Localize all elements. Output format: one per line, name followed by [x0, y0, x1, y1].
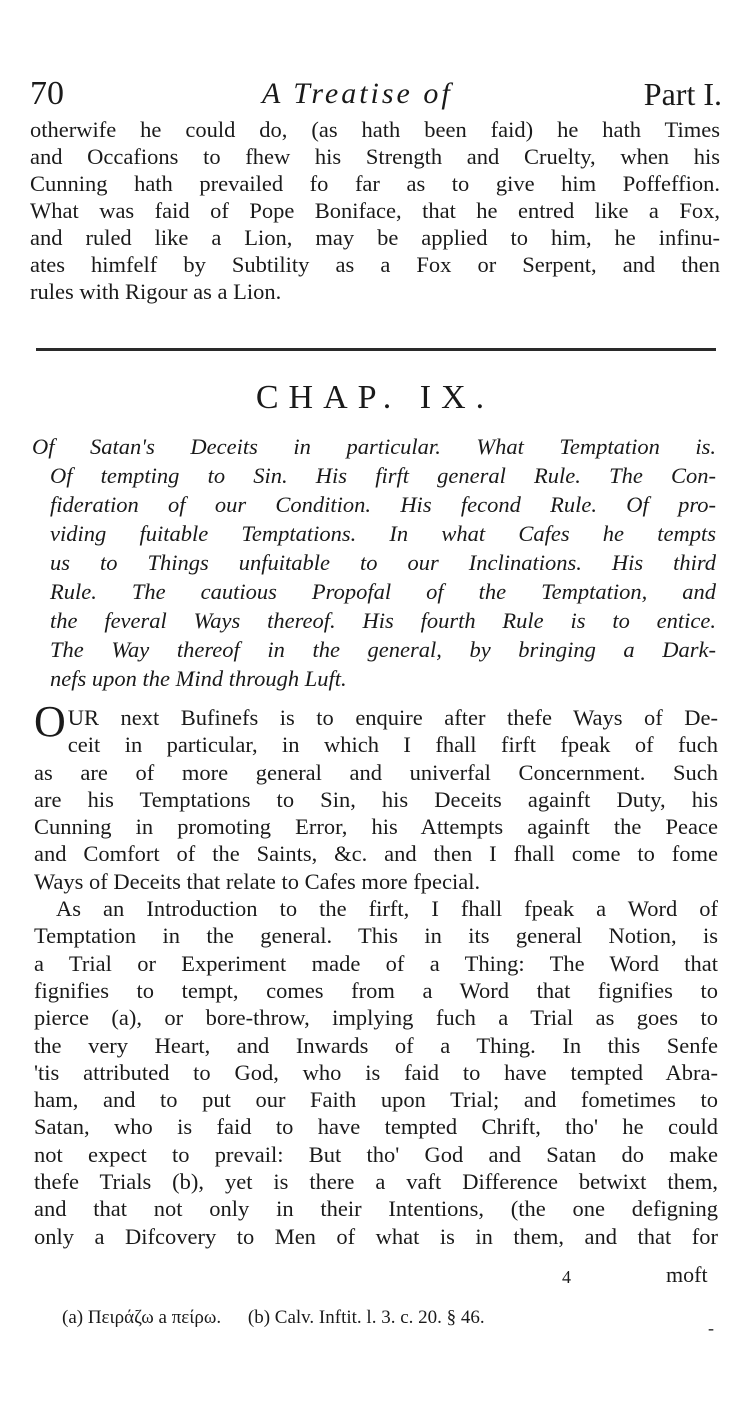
body-line: Cunning in promoting Error, his Attempts againft the Peace — [34, 814, 718, 840]
page-header — [30, 76, 722, 116]
summary-line: Of tempting to Sin. His firft general Rule. The Con- — [50, 463, 716, 488]
text-line: Cunning hath prevailed fo far as to give him Poffeffion. — [30, 171, 720, 196]
chapter-body — [34, 697, 718, 1250]
body-line: and Comfort of the Saints, &c. and then I fhall come to fome — [34, 841, 718, 867]
continued-paragraph — [30, 116, 720, 305]
body-line: ham, and to put our Faith upon Trial; and fometimes to — [34, 1087, 718, 1113]
chapter-heading: CHAP. IX. — [255, 379, 495, 416]
text-line: What was faid of Pope Boniface, that he entred like a Fox, — [30, 198, 720, 223]
text-line: rules with Rigour as a Lion. — [30, 279, 282, 304]
page-number: 70 — [30, 75, 64, 112]
margin-mark: - — [708, 1318, 714, 1338]
summary-line: nefs upon the Mind through Luft. — [50, 666, 347, 691]
body-line: only a Difcovery to Men of what is in them, and that for — [34, 1223, 718, 1249]
part-label: Part I. — [643, 76, 722, 112]
text-line: and ruled like a Lion, may be applied to him, he infinu- — [30, 225, 720, 250]
summary-line: viding fuitable Temptations. In what Cafes he tempts — [50, 521, 716, 546]
summary-line: us to Things unfuitable to our Inclinations. His third — [50, 550, 716, 575]
body-line: a Trial or Experiment made of a Thing: The Word that — [34, 950, 718, 976]
summary-line: Rule. The cautious Propofal of the Temptation, and — [50, 579, 716, 604]
catchword: moft — [666, 1262, 708, 1287]
body-line: thefe Trials (b), yet is there a vaft Difference betwixt them, — [34, 1169, 718, 1195]
body-line: and that not only in their Intentions, (the one defigning — [34, 1196, 718, 1222]
body-line: pierce (a), or bore-throw, implying fuch a Trial as goes to — [34, 1005, 718, 1031]
chapter-summary — [32, 432, 716, 693]
summary-line: Of Satan's Deceits in particular. What Temptation is. — [32, 434, 716, 459]
body-line: are his Temptations to Sin, his Deceits againft Duty, his — [34, 786, 718, 812]
body-line: fignifies to tempt, comes from a Word that fignifies to — [34, 977, 718, 1003]
footnotes — [62, 1306, 702, 1330]
text-line: otherwife he could do, (as hath been faid) he hath Times — [30, 117, 720, 142]
summary-line: The Way thereof in the general, by bringing a Dark- — [50, 637, 716, 662]
footnote-b: (b) Calv. Inftit. l. 3. c. 20. § 46. — [247, 1307, 485, 1328]
text-line: ates himfelf by Subtility as a Fox or Serpent, and then — [30, 252, 720, 277]
footnote-a: (a) Πειράζω a πείρω. — [62, 1307, 222, 1328]
signature-mark: 4 — [562, 1267, 571, 1287]
body-line: ceit in particular, in which I fhall firft fpeak of fuch — [67, 732, 718, 758]
body-line: 'tis attributed to God, who is faid to have tempted Abra- — [34, 1059, 718, 1085]
drop-cap: O — [34, 697, 66, 746]
body-line: as are of more general and univerfal Concernment. Such — [34, 759, 718, 785]
text-line: and Occafions to fhew his Strength and Cruelty, when his — [30, 144, 720, 169]
body-line: Satan, who is faid to have tempted Chrift, tho' he could — [34, 1114, 718, 1140]
body-line: not expect to prevail: But tho' God and Satan do make — [34, 1141, 718, 1167]
summary-line: fideration of our Condition. His fecond Rule. Of pro- — [50, 492, 716, 517]
body-line: Ways of Deceits that relate to Cafes more fpecial. — [34, 868, 481, 894]
summary-line: the feveral Ways thereof. His fourth Rule is to entice. — [50, 608, 716, 633]
body-line: the very Heart, and Inwards of a Thing. In this Senfe — [34, 1032, 718, 1058]
section-divider — [36, 348, 716, 351]
body-line: Temptation in the general. This in its general Notion, is — [34, 923, 718, 949]
running-title: A Treatise of — [262, 77, 453, 110]
body-line-text: UR next Bufinefs is to enquire after thefe Ways of De- — [67, 705, 718, 730]
body-line: As an Introduction to the firft, I fhall fpeak a Word of — [56, 896, 718, 922]
